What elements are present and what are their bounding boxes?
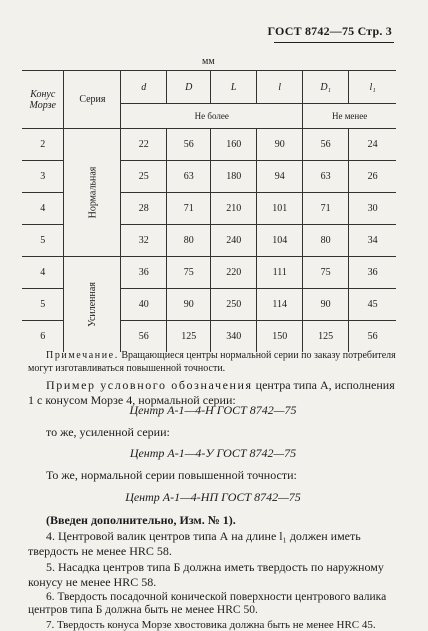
cell-d: 32: [121, 225, 167, 257]
cell-l: 114: [257, 289, 303, 321]
header-l: l: [257, 71, 303, 104]
cell-L: 210: [211, 193, 257, 225]
cell-l1: 30: [349, 193, 396, 225]
cell-L: 220: [211, 257, 257, 289]
header-not-less: Не менее: [303, 104, 396, 129]
header-L: L: [211, 71, 257, 104]
cell-D: 75: [167, 257, 211, 289]
cell-cone: 3: [22, 161, 64, 193]
cell-d: 22: [121, 129, 167, 161]
cell-d: 25: [121, 161, 167, 193]
header-series: Серия: [64, 71, 121, 129]
cell-D1: 125: [303, 321, 349, 353]
cell-D1: 56: [303, 129, 349, 161]
cell-l: 90: [257, 129, 303, 161]
designation-code-1: Центр А-1—4-Н ГОСТ 8742—75: [129, 403, 297, 417]
cell-l1: 34: [349, 225, 396, 257]
dimensions-table: [22, 70, 396, 352]
same-precision-text: То же, нормальной серии повышенной точности:: [46, 468, 297, 482]
header-D1: D₁: [303, 71, 349, 104]
cell-d: 28: [121, 193, 167, 225]
cell-cone: 4: [22, 193, 64, 225]
cell-l1: 36: [349, 257, 396, 289]
cell-l1: 56: [349, 321, 396, 353]
cell-cone: 4: [22, 257, 64, 289]
cell-cone: 6: [22, 321, 64, 353]
example-heading: Пример условного обозначения: [46, 378, 253, 392]
series-reinforced-label: Усиленная: [86, 282, 98, 327]
cell-d: 56: [121, 321, 167, 353]
header-rule: [274, 42, 394, 43]
note-label: Примечание.: [46, 350, 119, 361]
cell-D: 125: [167, 321, 211, 353]
cell-l1: 24: [349, 129, 396, 161]
cell-cone: 5: [22, 289, 64, 321]
cell-D: 56: [167, 129, 211, 161]
cell-L: 180: [211, 161, 257, 193]
cell-l: 104: [257, 225, 303, 257]
cell-l1: 26: [349, 161, 396, 193]
cell-D: 90: [167, 289, 211, 321]
cell-d: 40: [121, 289, 167, 321]
note-text: Вращающиеся центры нормальной серии по заказу потребителя могут изготавливаться повышенной точности.: [28, 350, 396, 374]
cell-D1: 63: [303, 161, 349, 193]
cell-D1: 71: [303, 193, 349, 225]
designation-code-2: Центр А-1—4-У ГОСТ 8742—75: [129, 446, 297, 460]
table-note: [28, 349, 398, 375]
series-reinforced: [64, 257, 121, 353]
clause-4: 4. Центровой валик центров типа А на длине l₁ должен иметь твердость не менее HRC 58.: [28, 529, 361, 558]
cell-L: 240: [211, 225, 257, 257]
clause-5: 5. Насадка центров типа Б должна иметь твердость по наружному конусу не менее HRC 58.: [28, 560, 384, 589]
cell-D1: 90: [303, 289, 349, 321]
table-row: [22, 129, 396, 161]
cell-d: 36: [121, 257, 167, 289]
series-normal-label: Нормальная: [86, 166, 98, 219]
header-l1: l₁: [349, 71, 396, 104]
cell-D: 80: [167, 225, 211, 257]
cell-D: 63: [167, 161, 211, 193]
cell-L: 340: [211, 321, 257, 353]
same-reinforced-text: то же, усиленной серии:: [46, 425, 170, 439]
cell-l: 101: [257, 193, 303, 225]
cell-cone: 2: [22, 129, 64, 161]
cell-l1: 45: [349, 289, 396, 321]
example-intro: центра типа А, исполнения 1 с конусом Морзе 4, нормальной серии:: [28, 378, 395, 407]
cell-L: 160: [211, 129, 257, 161]
cell-D1: 75: [303, 257, 349, 289]
clause-7: 7. Твердость конуса Морзе хвостовика должна быть не менее HRC 45.: [46, 619, 376, 631]
cell-L: 250: [211, 289, 257, 321]
cell-l: 111: [257, 257, 303, 289]
cell-D1: 80: [303, 225, 349, 257]
amendment-note: (Введен дополнительно, Изм. № 1).: [46, 513, 236, 527]
header-cone: Конус Морзе: [22, 71, 64, 129]
unit-label: мм: [202, 56, 215, 67]
header-d: d: [121, 71, 167, 104]
clause-6: 6. Твердость посадочной конической поверхности центрового валика центров типа Б должна быть не менее HRC 50.: [28, 591, 387, 616]
designation-code-3: Центр А-1—4-НП ГОСТ 8742—75: [125, 490, 301, 504]
header-not-more: Не более: [121, 104, 303, 129]
header-D: D: [167, 71, 211, 104]
cell-cone: 5: [22, 225, 64, 257]
cell-D: 71: [167, 193, 211, 225]
cell-l: 94: [257, 161, 303, 193]
page-header: ГОСТ 8742—75 Стр. 3: [267, 24, 392, 38]
cell-l: 150: [257, 321, 303, 353]
table-row: [22, 257, 396, 289]
series-normal: [64, 129, 121, 257]
